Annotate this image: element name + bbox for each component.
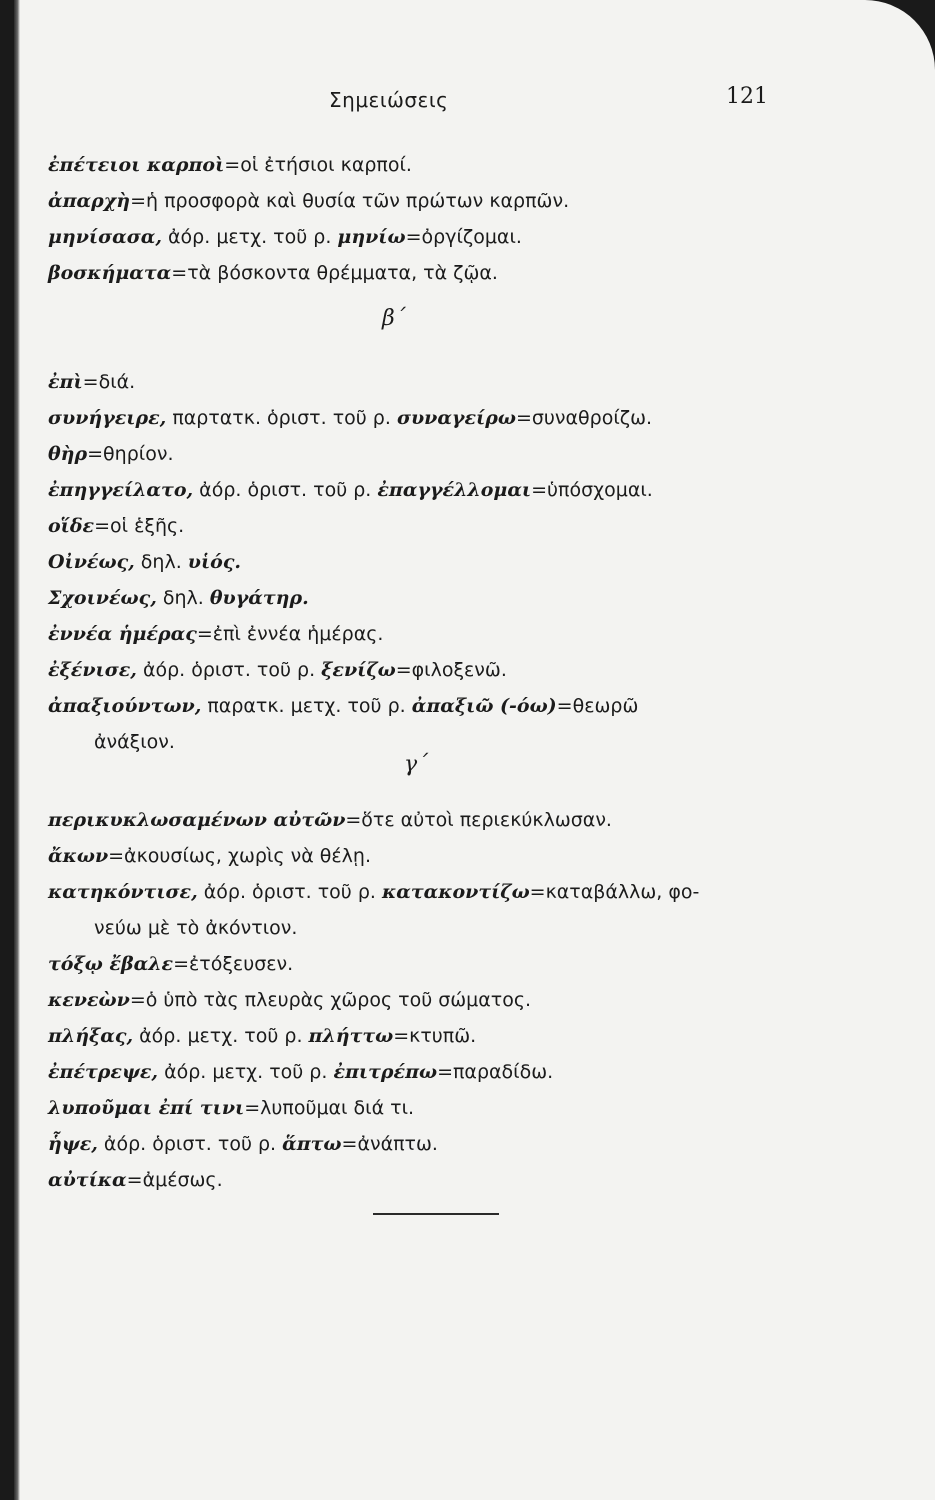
book-page (14, 0, 935, 1500)
note-gloss: ἀόρ. μετχ. τοῦ ρ. (133, 1025, 309, 1047)
note-gloss: δηλ. (156, 587, 210, 609)
note-entry (48, 616, 788, 652)
note-gloss: =τὰ βόσκοντα θρέμματα, τὰ ζῷα. (171, 262, 498, 284)
note-lemma-verb: ἅπτω (282, 1133, 342, 1155)
note-lemma-verb: κατακοντίζω (381, 881, 530, 903)
note-lemma-verb: ἐπαγγέλλομαι (377, 479, 532, 501)
note-gloss: =θηρίον. (87, 443, 174, 465)
note-lemma: λυποῦμαι ἐπί τινι (48, 1097, 245, 1119)
section-a (48, 147, 788, 291)
note-lemma: κατηκόντισε, (48, 881, 198, 903)
note-entry (48, 364, 788, 400)
note-entry (48, 1090, 788, 1126)
note-entry (48, 874, 788, 910)
note-lemma: ἐννέα ἡμέρας (48, 623, 197, 645)
note-lemma-verb: θυγάτηρ. (209, 587, 309, 609)
note-lemma-verb: ξενίζω (321, 659, 396, 681)
note-gloss-verb: =θεωρῶ (556, 695, 639, 717)
note-lemma: κενεὼν (48, 989, 130, 1011)
note-gloss: =ἀμέσως. (126, 1169, 223, 1191)
note-gloss: ἀόρ. ὁριστ. τοῦ ρ. (97, 1133, 283, 1155)
note-lemma: Σχοινέως, (48, 587, 157, 609)
note-gloss: =λυποῦμαι διά τι. (244, 1097, 415, 1119)
note-entry (48, 838, 788, 874)
note-gloss: ἀόρ. μετχ. τοῦ ρ. (158, 1061, 334, 1083)
note-entry (48, 580, 788, 616)
note-lemma: περικυκλωσαμένων αὐτῶν (48, 809, 346, 831)
note-gloss-verb: =ὑπόσχομαι. (531, 479, 653, 501)
note-entry (48, 982, 788, 1018)
note-entry-continuation (48, 910, 788, 946)
note-lemma: ἄκων (48, 845, 109, 867)
note-lemma-verb: υἱός. (187, 551, 242, 573)
note-entry (48, 183, 788, 219)
note-lemma-verb: συναγείρω (396, 407, 516, 429)
note-entry (48, 1126, 788, 1162)
note-lemma: Οἰνέως, (48, 551, 135, 573)
note-gloss: =ἐτόξευσεν. (173, 953, 294, 975)
note-lemma: μηνίσασα, (48, 226, 162, 248)
note-entry (48, 1054, 788, 1090)
note-gloss: =ἐπὶ ἐννέα ἡμέρας. (196, 623, 384, 645)
note-lemma: ἐπέτειοι καρποὶ (48, 154, 225, 176)
page-number: 121 (726, 84, 768, 109)
end-rule (373, 1213, 499, 1215)
note-lemma: πλήξας, (48, 1025, 134, 1047)
note-entry (48, 508, 788, 544)
section-mark-b: β΄ (382, 306, 406, 331)
note-gloss: =οἱ ἐτήσιοι καρποί. (224, 154, 412, 176)
note-entry (48, 802, 788, 838)
note-lemma: ἐπὶ (48, 371, 83, 393)
note-lemma-verb: πλήττω (308, 1025, 394, 1047)
note-lemma: ἐπηγγείλατο, (48, 479, 194, 501)
note-entry (48, 544, 788, 580)
note-gloss: =ὅτε αὐτοὶ περιεκύκλωσαν. (345, 809, 612, 831)
note-gloss: παρατκ. μετχ. τοῦ ρ. (201, 695, 412, 717)
note-entry (48, 688, 788, 724)
note-gloss: ἀνάξιον. (94, 731, 175, 753)
note-gloss: =ἀκουσίως, χωρὶς νὰ θέλῃ. (108, 845, 371, 867)
note-gloss: παρτατκ. ὁριστ. τοῦ ρ. (166, 407, 397, 429)
note-lemma-verb: μηνίω (337, 226, 406, 248)
note-gloss-verb: =κτυπῶ. (393, 1025, 477, 1047)
section-mark-c: γ΄ (404, 752, 429, 777)
note-lemma: αὐτίκα (48, 1169, 127, 1191)
note-gloss-verb: =καταβάλλω, φο- (529, 881, 700, 903)
note-gloss: ἀόρ. μετχ. τοῦ ρ. (161, 226, 338, 248)
section-c (48, 802, 788, 1198)
note-entry (48, 472, 788, 508)
note-gloss: ἀόρ. ὁριστ. τοῦ ρ. (197, 881, 382, 903)
running-title: Σημειώσεις (329, 88, 449, 112)
note-entry (48, 1018, 788, 1054)
note-gloss-verb: =συναθροίζω. (515, 407, 653, 429)
note-lemma: βοσκήματα (48, 262, 172, 284)
note-entry (48, 946, 788, 982)
note-entry (48, 652, 788, 688)
note-gloss-verb: =παραδίδω. (437, 1061, 554, 1083)
note-entry (48, 436, 788, 472)
note-gloss: =ἡ προσφορὰ καὶ θυσία τῶν πρώτων καρπῶν. (130, 190, 570, 212)
note-gloss: νεύω μὲ τὸ ἀκόντιον. (94, 917, 298, 939)
note-gloss: δηλ. (134, 551, 188, 573)
note-lemma: θὴρ (48, 443, 88, 465)
note-lemma: συνήγειρε, (48, 407, 167, 429)
note-gloss: ἀόρ. ὁριστ. τοῦ ρ. (136, 659, 322, 681)
note-gloss-verb: =φιλοξενῶ. (395, 659, 507, 681)
note-lemma: ἐπέτρεψε, (48, 1061, 159, 1083)
section-b (48, 364, 788, 760)
note-lemma-verb: ἀπαξιῶ (-όω) (411, 695, 557, 717)
note-lemma: ἀπαξιούντων, (48, 695, 202, 717)
note-entry (48, 1162, 788, 1198)
note-entry (48, 400, 788, 436)
note-lemma: τόξῳ ἔβαλε (48, 953, 174, 975)
note-gloss-verb: =ὀργίζομαι. (405, 226, 522, 248)
note-lemma-verb: ἐπιτρέπω (333, 1061, 438, 1083)
note-gloss: ἀόρ. ὁριστ. τοῦ ρ. (193, 479, 378, 501)
note-gloss: =διά. (82, 371, 136, 393)
note-lemma: ἧψε, (48, 1133, 98, 1155)
note-gloss: =οἱ ἑξῆς. (94, 515, 185, 537)
note-entry (48, 219, 788, 255)
note-lemma: οἵδε (48, 515, 95, 537)
note-entry (48, 255, 788, 291)
note-lemma: ἀπαρχὴ (48, 190, 131, 212)
note-gloss-verb: =ἀνάπτω. (341, 1133, 438, 1155)
note-gloss: =ὁ ὑπὸ τὰς πλευρὰς χῶρος τοῦ σώματος. (129, 989, 532, 1011)
note-lemma: ἐξένισε, (48, 659, 137, 681)
note-entry (48, 147, 788, 183)
page-binding-edge (14, 0, 20, 1500)
